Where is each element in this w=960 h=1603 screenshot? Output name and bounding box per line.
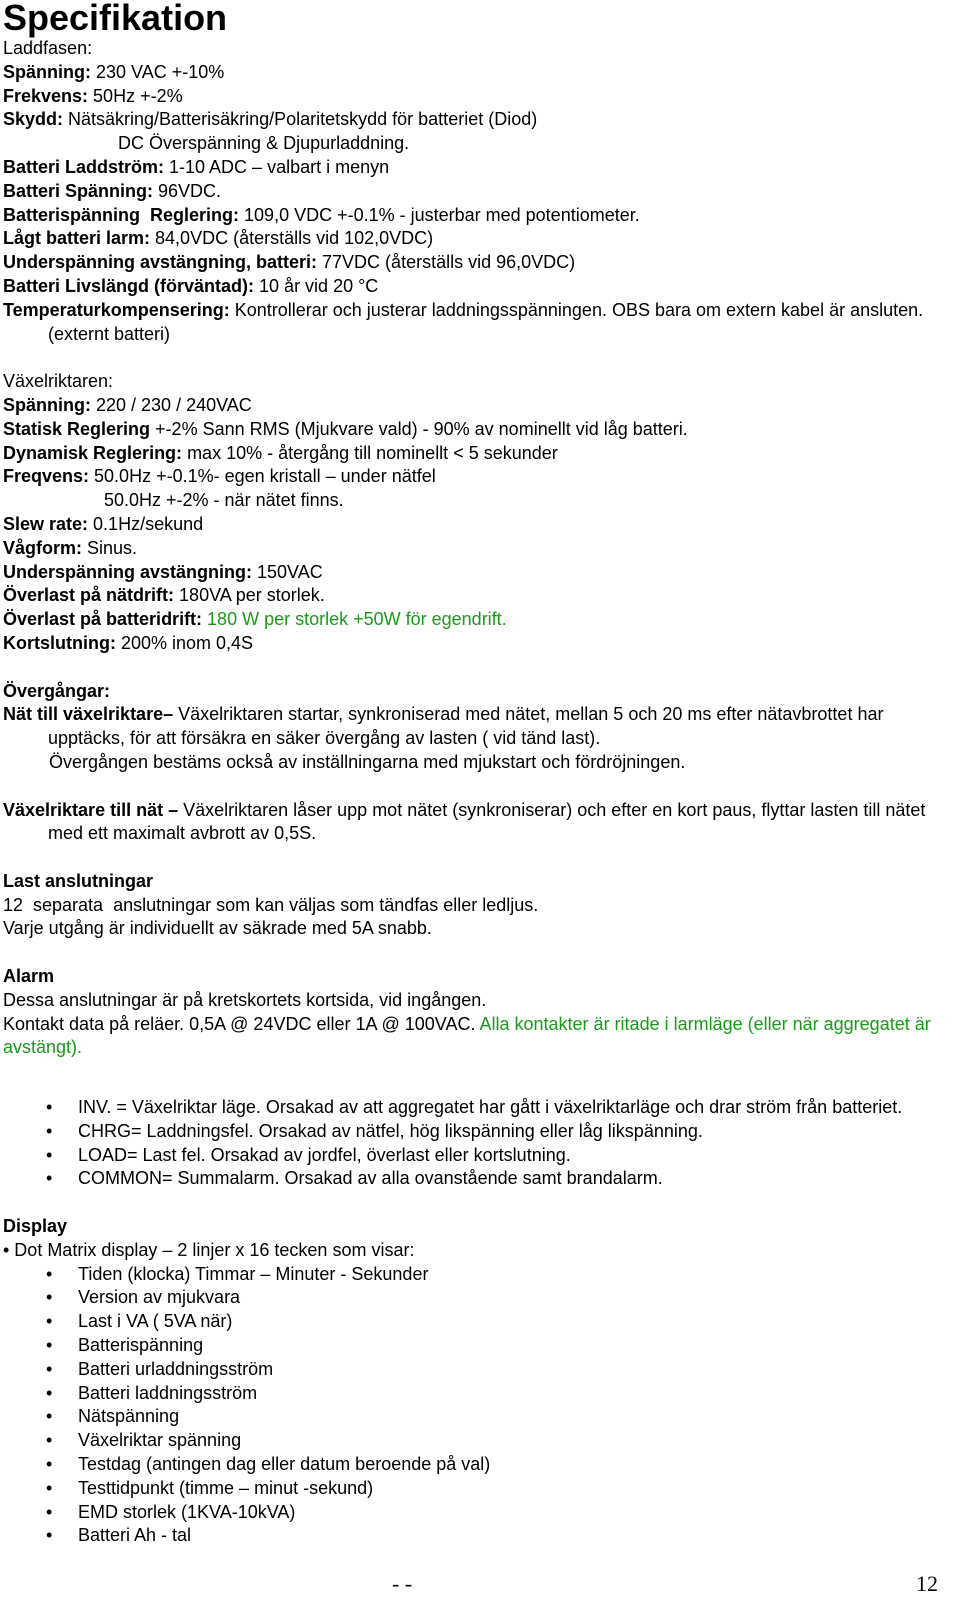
bullet-icon: • [46,1287,53,1308]
list-item: • Last i VA ( 5VA när) [3,1310,943,1334]
overgangar-heading: Övergångar: [3,680,111,701]
bullet-icon: • [46,1168,53,1189]
spec-line: Batteri Laddström: 1-10 ADC – valbart i menyn [3,156,390,177]
paragraph-line: 12 separata anslutningar som kan väljas som tändfas eller ledljus. [3,894,539,915]
bullet-icon: • [46,1406,53,1427]
spacer [3,1191,943,1215]
bullet-icon: • [46,1120,53,1141]
laddfasen-heading: Laddfasen: [3,38,93,58]
spec-line: Underspänning avstängning, batteri: 77VDC (återställs vid 96,0VDC) [3,252,576,273]
bullet-icon: • [46,1477,53,1498]
paragraph: Nät till växelriktare– Växelriktaren startar, synkroniserad med nätet, mellan 5 och 20 ms efter nätavbrottet har upptäcks, för att försäkra en säker övergång av lasten ( vid tänd last). [3,704,884,749]
spacer [3,1084,943,1096]
spec-line: Batteri Livslängd (förväntad): 10 år vid 20 °C [3,275,379,296]
spec-line: Frekvens: 50Hz +-2% [3,85,183,106]
list-item: • Nätspänning [3,1405,943,1429]
spec-line: Spänning: 220 / 230 / 240VAC [3,394,252,415]
paragraph-line: Dessa anslutningar är på kretskortets kortsida, vid ingången. [3,989,487,1010]
bullet-icon: • [46,1335,53,1356]
list-item: • INV. = Växelriktar läge. Orsakad av att aggregatet har gått i växelriktarläge och drar ström från batteriet. [3,1096,943,1120]
list-item: • Testdag (antingen dag eller datum beroende på val) [3,1453,943,1477]
list-item: • Testtidpunkt (timme – minut -sekund) [3,1477,943,1501]
list-item: • Version av mjukvara [3,1286,943,1310]
bullet-icon: • [46,1430,53,1451]
page-title: Specifikation [3,0,228,38]
spec-line: Dynamisk Reglering: max 10% - återgång till nominellt < 5 sekunder [3,442,558,463]
paragraph-line: Varje utgång är individuellt av säkrade med 5A snabb. [3,918,432,939]
page-footer [0,1571,960,1601]
spec-line: Temperaturkompensering: Kontrollerar och justerar laddningsspänningen. OBS bara om extern kabel är ansluten. (externt batteri) [3,299,924,344]
bullet-icon: • [46,1525,53,1546]
last-heading: Last anslutningar [3,870,154,891]
spec-line: Batterispänning Reglering: 109,0 VDC +-0.1% - justerbar med potentiometer. [3,204,640,225]
footer-dash: - - [392,1571,413,1596]
spec-line: Vågform: Sinus. [3,537,138,558]
spacer [3,941,943,965]
paragraph-cont: Övergången bestäms också av inställningarna med mjukstart och fördröjningen. [49,751,686,772]
spec-line: Spänning: 230 VAC +-10% [3,61,225,82]
spacer [3,775,943,799]
list-item: • CHRG= Laddningsfel. Orsakad av nätfel, hög likspänning eller låg likspänning. [3,1120,943,1144]
bullet-icon: • [46,1358,53,1379]
spec-line: Skydd: Nätsäkring/Batterisäkring/Polaritetskydd för batteriet (Diod) [3,109,538,130]
bullet-icon: • [46,1501,53,1522]
paragraph-line: Kontakt data på reläer. 0,5A @ 24VDC eller 1A @ 100VAC. Alla kontakter är ritade i larmläge (eller när aggregatet är avstängt). [3,1013,931,1058]
bullet-icon: • [46,1454,53,1475]
spec-line: Lågt batteri larm: 84,0VDC (återställs vid 102,0VDC) [3,228,434,249]
bullet-icon: • [46,1097,53,1118]
spec-line: Freqvens: 50.0Hz +-0.1%- egen kristall – under nätfel [3,466,436,487]
list-item: • EMD storlek (1KVA-10kVA) [3,1501,943,1525]
page-number: 12 [916,1571,938,1596]
spec-line: Batteri Spänning: 96VDC. [3,180,222,201]
spec-line: Underspänning avstängning: 150VAC [3,561,323,582]
list-item: • Växelriktar spänning [3,1429,943,1453]
bullet-icon: • [46,1144,53,1165]
vaxelriktaren-heading: Växelriktaren: [3,371,114,392]
bullet-icon: • [46,1382,53,1403]
display-heading: Display [3,1216,68,1237]
spec-line-cont: DC Överspänning & Djupurladdning. [118,133,410,154]
paragraph: Växelriktare till nät – Växelriktaren låser upp mot nätet (synkroniserar) och efter en kort paus, flyttar lasten till nätet med ett maximalt avbrott av 0,5S. [3,799,926,844]
list-item: • Batteri laddningsström [3,1382,943,1406]
spacer [3,346,943,370]
spec-line: Överlast på nätdrift: 180VA per storlek. [3,585,325,606]
spec-line: Slew rate: 0.1Hz/sekund [3,513,204,534]
spec-line: Statisk Reglering +-2% Sann RMS (Mjukvare vald) - 90% av nominellt vid låg batteri. [3,418,688,439]
list-item: • COMMON= Summalarm. Orsakad av alla ovanstående samt brandalarm. [3,1167,943,1191]
list-item: • Batteri Ah - tal [3,1524,943,1548]
list-item: • Tiden (klocka) Timmar – Minuter - Sekunder [3,1263,943,1287]
document-page [3,0,943,1548]
list-item: • Batteri urladdningsström [3,1358,943,1382]
spacer [3,656,943,680]
bullet-icon: • [46,1311,53,1332]
alarm-heading: Alarm [3,966,55,987]
spacer [3,846,943,870]
list-item: • LOAD= Last fel. Orsakad av jordfel, överlast eller kortslutning. [3,1144,943,1168]
spec-line-cont: 50.0Hz +-2% - när nätet finns. [104,490,344,511]
spec-line: Överlast på batteridrift: 180 W per storlek +50W för egendrift. [3,609,507,630]
bullet-icon: • [46,1263,53,1284]
spacer [3,1060,943,1084]
list-item: • Batterispänning [3,1334,943,1358]
display-intro: • Dot Matrix display – 2 linjer x 16 tecken som visar: [3,1239,415,1260]
spec-line: Kortslutning: 200% inom 0,4S [3,632,254,653]
